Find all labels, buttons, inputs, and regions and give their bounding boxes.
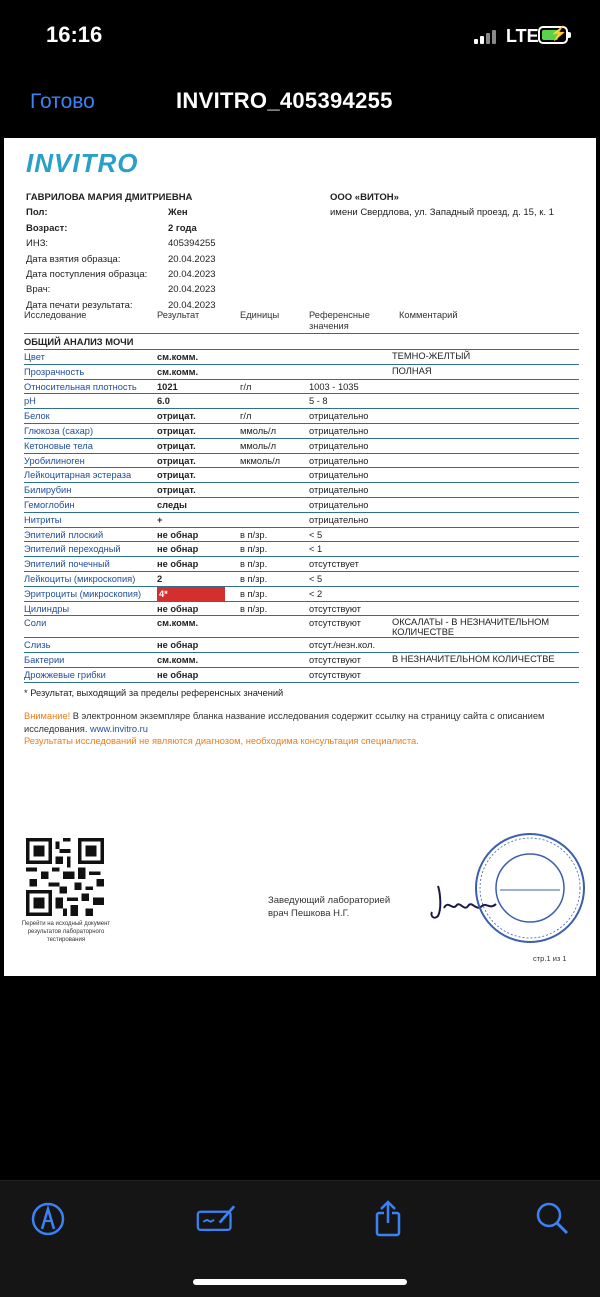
test-reference: < 5 <box>309 573 323 584</box>
table-row <box>24 653 579 668</box>
test-reference: 5 - 8 <box>309 396 328 407</box>
battery-charging-icon: ⚡ <box>538 26 568 44</box>
patient-info-value: Жен <box>168 207 188 219</box>
patient-info-label: Дата печати результата: <box>26 299 133 311</box>
header-comment: Комментарий <box>399 310 458 320</box>
lab-stamp-icon <box>472 830 588 946</box>
test-result: см.комм. <box>157 352 199 362</box>
patient-info-label: Пол: <box>26 207 48 219</box>
patient-info-label: Дата взятия образца: <box>26 253 121 265</box>
test-name[interactable]: Лейкоцитарная эстераза <box>24 470 132 481</box>
table-row <box>24 557 579 572</box>
done-button[interactable]: Готово <box>30 90 95 113</box>
test-reference: отрицательно <box>309 455 369 466</box>
test-result: отрицат. <box>157 411 196 422</box>
patient-info-value: 20.04.2023 <box>168 299 216 311</box>
test-units: в п/зр. <box>240 573 268 584</box>
table-row <box>24 454 579 469</box>
test-name[interactable]: Эпителий переходный <box>24 544 121 555</box>
table-row <box>24 602 579 617</box>
test-reference: отрицательно <box>309 411 369 422</box>
network-type: LTE <box>506 26 539 46</box>
warning-notice <box>24 710 582 748</box>
patient-info-value: 405394255 <box>168 238 216 250</box>
organization-address: имени Свердлова, ул. Западный проезд, д. 15, к. 1 <box>330 207 554 219</box>
test-result: не обнар <box>157 529 199 540</box>
warning-label: Внимание! <box>24 711 71 721</box>
search-icon[interactable] <box>532 1199 572 1239</box>
test-name[interactable]: Соли <box>24 618 47 629</box>
markup-pen-icon[interactable] <box>28 1199 68 1239</box>
patient-name: ГАВРИЛОВА МАРИЯ ДМИТРИЕВНА <box>26 192 193 203</box>
test-comment: ТЕМНО-ЖЕЛТЫЙ <box>392 351 471 361</box>
test-units: в п/зр. <box>240 588 268 599</box>
section-title: ОБЩИЙ АНАЛИЗ МОЧИ <box>24 334 579 350</box>
navigation-bar <box>0 70 600 134</box>
results-table <box>24 308 579 683</box>
patient-info-value: 20.04.2023 <box>168 253 216 265</box>
test-result: + <box>157 514 163 525</box>
test-units: г/л <box>240 381 252 392</box>
test-result: отрицат. <box>157 440 196 451</box>
invitro-logo: INVITRO <box>26 148 139 178</box>
table-row <box>24 409 579 424</box>
test-result: отрицат. <box>157 485 196 496</box>
test-name[interactable]: Глюкоза (сахар) <box>24 425 94 436</box>
test-result: следы <box>157 499 187 510</box>
patient-info-value: 20.04.2023 <box>168 269 216 281</box>
test-units: ммоль/л <box>240 440 277 451</box>
test-name[interactable]: Цилиндры <box>24 603 70 614</box>
test-units: мкмоль/л <box>240 455 281 466</box>
table-row <box>24 616 579 638</box>
test-result: см.комм. <box>157 618 199 629</box>
footnote: * Результат, выходящий за пределы референсных значений <box>24 688 284 698</box>
test-result: не обнар <box>157 669 199 680</box>
bottom-toolbar <box>0 1180 600 1297</box>
patient-info-row <box>26 236 328 251</box>
home-indicator[interactable] <box>193 1279 407 1285</box>
table-row <box>24 638 579 653</box>
patient-info-row <box>26 205 328 220</box>
test-name[interactable]: Эпителий плоский <box>24 529 104 540</box>
table-row <box>24 668 579 683</box>
test-result: 6.0 <box>157 396 170 407</box>
document-title: INVITRO_405394255 <box>176 88 393 113</box>
test-name[interactable]: Эритроциты (микроскопия) <box>24 588 142 599</box>
test-reference: отсутствует <box>309 559 359 570</box>
test-reference: < 2 <box>309 588 323 599</box>
test-result: см.комм. <box>157 655 199 666</box>
header-units: Единицы <box>240 310 280 320</box>
test-reference: отсутствуют <box>309 603 361 614</box>
test-comment: В НЕЗНАЧИТЕЛЬНОМ КОЛИЧЕСТВЕ <box>392 654 555 665</box>
test-result: 4* <box>157 587 225 601</box>
test-reference: отсутствуют <box>309 669 361 680</box>
test-comment: ОКСАЛАТЫ - В НЕЗНАЧИТЕЛЬНОМ КОЛИЧЕСТВЕ <box>392 617 550 638</box>
test-result: 1021 <box>157 381 178 392</box>
header-reference: Референсные значения <box>309 310 370 331</box>
organization-name: ООО «ВИТОН» <box>330 192 399 203</box>
test-name[interactable]: Гемоглобин <box>24 499 75 510</box>
test-name[interactable]: Слизь <box>24 640 51 651</box>
test-result: отрицат. <box>157 455 196 466</box>
table-row <box>24 468 579 483</box>
patient-info-row <box>26 221 328 236</box>
test-result: см.комм. <box>157 366 199 377</box>
patient-info-value: 2 года <box>168 222 197 234</box>
test-reference: отрицательно <box>309 425 369 436</box>
test-reference: отсут./незн.кол. <box>309 640 376 651</box>
table-row <box>24 587 579 602</box>
table-row <box>24 483 579 498</box>
lab-head <box>268 894 390 920</box>
qr-code-icon[interactable] <box>26 838 104 916</box>
document-page[interactable] <box>4 138 596 976</box>
test-reference: отсутствуют <box>309 655 361 666</box>
test-name[interactable]: Уробилиноген <box>24 455 85 466</box>
disclaimer: Результаты исследований не являются диагнозом, необходима консультация специалиста. <box>24 736 419 746</box>
status-bar <box>0 0 600 70</box>
status-time: 16:16 <box>46 22 103 47</box>
test-name[interactable]: Прозрачность <box>24 366 85 377</box>
patient-info-label: ИНЗ: <box>26 238 49 250</box>
test-result: не обнар <box>157 640 199 651</box>
table-row <box>24 513 579 528</box>
test-name[interactable]: Белок <box>24 411 50 422</box>
organization-info <box>330 190 554 221</box>
table-row <box>24 365 579 380</box>
patient-info <box>26 190 328 313</box>
patient-info-label: Возраст: <box>26 222 68 234</box>
patient-info-label: Дата поступления образца: <box>26 269 148 281</box>
test-result: не обнар <box>157 544 199 555</box>
test-units: в п/зр. <box>240 544 268 555</box>
test-reference: отсутствуют <box>309 618 361 629</box>
test-units: в п/зр. <box>240 559 268 570</box>
table-row <box>24 424 579 439</box>
test-result: отрицат. <box>157 470 196 481</box>
test-reference: отрицательно <box>309 499 369 510</box>
test-result: отрицат. <box>157 425 196 436</box>
test-result: 2 <box>157 573 163 584</box>
test-reference: отрицательно <box>309 470 369 481</box>
test-name[interactable]: Цвет <box>24 352 45 362</box>
invitro-link[interactable]: www.invitro.ru <box>90 723 148 734</box>
table-row <box>24 350 579 365</box>
table-row <box>24 528 579 543</box>
table-row <box>24 572 579 587</box>
test-result: не обнар <box>157 559 199 570</box>
lab-head-name: врач Пешкова Н.Г. <box>268 908 350 919</box>
header-result: Результат <box>157 310 200 320</box>
page-number: стр.1 из 1 <box>533 954 567 963</box>
header-test: Исследование <box>24 310 87 320</box>
test-units: в п/зр. <box>240 603 268 614</box>
test-reference: отрицательно <box>309 440 369 451</box>
share-icon[interactable] <box>368 1199 408 1239</box>
table-row <box>24 498 579 513</box>
table-row <box>24 394 579 409</box>
test-name[interactable]: Эпителий почечный <box>24 559 110 570</box>
test-reference: отрицательно <box>309 514 369 525</box>
table-row <box>24 542 579 557</box>
cellular-signal-icon <box>474 30 500 44</box>
table-row <box>24 439 579 454</box>
test-name[interactable]: Билирубин <box>24 485 72 496</box>
test-comment: ПОЛНАЯ <box>392 365 432 376</box>
test-result: не обнар <box>157 603 199 614</box>
test-name[interactable]: Кетоновые тела <box>24 440 93 451</box>
patient-info-row <box>26 282 328 297</box>
patient-info-row <box>26 252 328 267</box>
test-name[interactable]: Дрожжевые грибки <box>24 669 106 680</box>
test-name[interactable]: pH <box>24 396 36 407</box>
test-name[interactable]: Нитриты <box>24 514 62 525</box>
test-units: ммоль/л <box>240 425 277 436</box>
test-name[interactable]: Бактерии <box>24 655 65 666</box>
table-row <box>24 380 579 395</box>
test-units: в п/зр. <box>240 529 268 540</box>
qr-caption: Перейти на исходный документ результатов лабораторного тестирования <box>21 921 111 943</box>
signature-form-icon[interactable] <box>196 1199 236 1239</box>
lab-head-title: Заведующий лабораторией <box>268 895 391 906</box>
test-reference: < 5 <box>309 529 323 540</box>
test-units: г/л <box>240 411 252 422</box>
test-name[interactable]: Лейкоциты (микроскопия) <box>24 573 136 584</box>
patient-info-row <box>26 267 328 282</box>
test-reference: < 1 <box>309 544 323 555</box>
test-name[interactable]: Относительная плотность <box>24 381 137 392</box>
warning-text: В электронном экземпляре бланка название исследования содержит ссылку на страницу сайта с описанием исследования. <box>24 711 545 734</box>
table-header <box>24 308 579 334</box>
patient-info-label: Врач: <box>26 284 51 296</box>
test-reference: отрицательно <box>309 485 369 496</box>
patient-info-value: 20.04.2023 <box>168 284 216 296</box>
test-reference: 1003 - 1035 <box>309 381 359 392</box>
